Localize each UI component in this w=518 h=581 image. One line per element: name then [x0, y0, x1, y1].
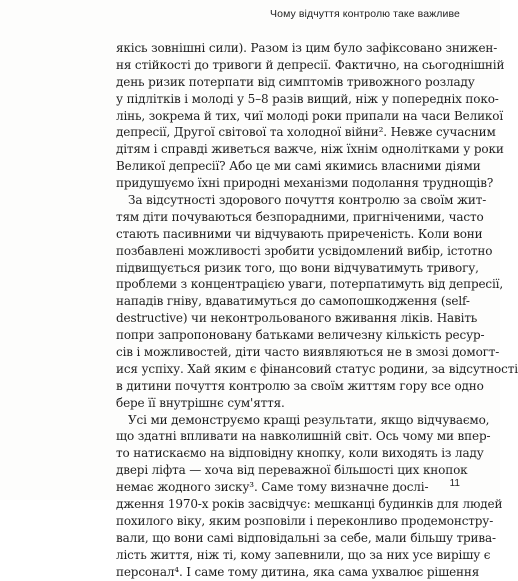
page-number: 11: [449, 478, 460, 489]
text-line: дітям і справді живеться важче, ніж їхнім однолітками у роки: [116, 142, 504, 157]
text-line: тям діти почуваються безпорадними, пригніченими, часто: [116, 209, 484, 224]
text-line: немає жодного зиску³. Саме тому визначне дослі-: [116, 480, 429, 495]
body-text: [116, 40, 518, 581]
text-line: що здатні впливати на навколишній світ. Ось чому ми впер-: [116, 429, 491, 444]
text-line: лінь, зокрема й тих, чиї молоді роки припали на часи Великої: [116, 108, 504, 123]
text-line: проблеми з концентрацією уваги, потерпатимуть від депресії,: [116, 277, 504, 292]
text-line: якісь зовнішні сили). Разом із цим було зафіксовано знижен-: [116, 41, 498, 55]
text-line: ися успіху. Хай яким є фінансовий статус родини, за відсутності: [116, 361, 518, 376]
running-header: Чому відчуття контролю таке важливе: [270, 8, 460, 20]
text-line: в дитини почуття контролю за своїм життям гору все одно: [116, 378, 484, 393]
text-line: похилого віку, яким розповіли і переконливо продемонстру-: [116, 513, 494, 528]
text-line: у підлітків і молоді у 5–8 разів вищий, ніж у попередніх поко-: [116, 91, 499, 106]
text-line: вали, що вони самі відповідальні за себе, мали більшу трива-: [116, 530, 496, 545]
text-line: підвищується ризик того, що вони відчуватимуть тривогу,: [116, 260, 479, 275]
text-line: придушуємо їхні природні механізми подолання труднощів?: [116, 176, 494, 191]
text-line: двері ліфта — хоча від переважної більшості цих кнопок: [116, 463, 468, 478]
text-line: позбавлені можливості зробити усвідомлений вибір, істотно: [116, 243, 493, 258]
text-line: сів і можливостей, діти часто виявляються не в змозі домогт-: [116, 345, 500, 360]
text-line: нападів гніву, вдаватимуться до самопошкодження (self-: [116, 294, 470, 309]
text-line: бере її внутрішнє сум'яття.: [116, 395, 285, 410]
text-line: ня стійкості до тривоги й депресії. Фактично, на сьогоднішній: [116, 57, 505, 72]
text-line: депресії, Другої світової та холодної війни². Невже сучасним: [116, 125, 496, 140]
text-line: день ризик потерпати від симптомів тривожного розладу: [116, 74, 475, 89]
text-line: destructive) чи неконтрольованого вживання ліків. Навіть: [116, 311, 478, 326]
text-line: дження 1970-х років засвідчує: мешканці будинків для людей: [116, 497, 503, 512]
text-line: персонал⁴. І саме тому дитина, яка сама ухвалює рішення: [116, 564, 480, 579]
paragraph-start-line: Усі ми демонструємо кращі результати, якщо відчуваємо,: [128, 412, 490, 427]
text-line: лість життя, ніж ті, кому запевнили, що за них усе вирішу є: [116, 547, 491, 562]
text-line: стають пасивними чи відчувають приреченість. Коли вони: [116, 226, 483, 241]
text-line: Великої депресії? Або це ми самі якимись власними діями: [116, 159, 481, 174]
text-line: то натискаємо на відповідну кнопку, коли виходять із ладу: [116, 446, 484, 461]
paragraph-start-line: За відсутності здорового почуття контролю за своїм жит-: [128, 193, 487, 208]
text-line: попри запропоновану батьками величезну кількість ресур-: [116, 328, 485, 343]
